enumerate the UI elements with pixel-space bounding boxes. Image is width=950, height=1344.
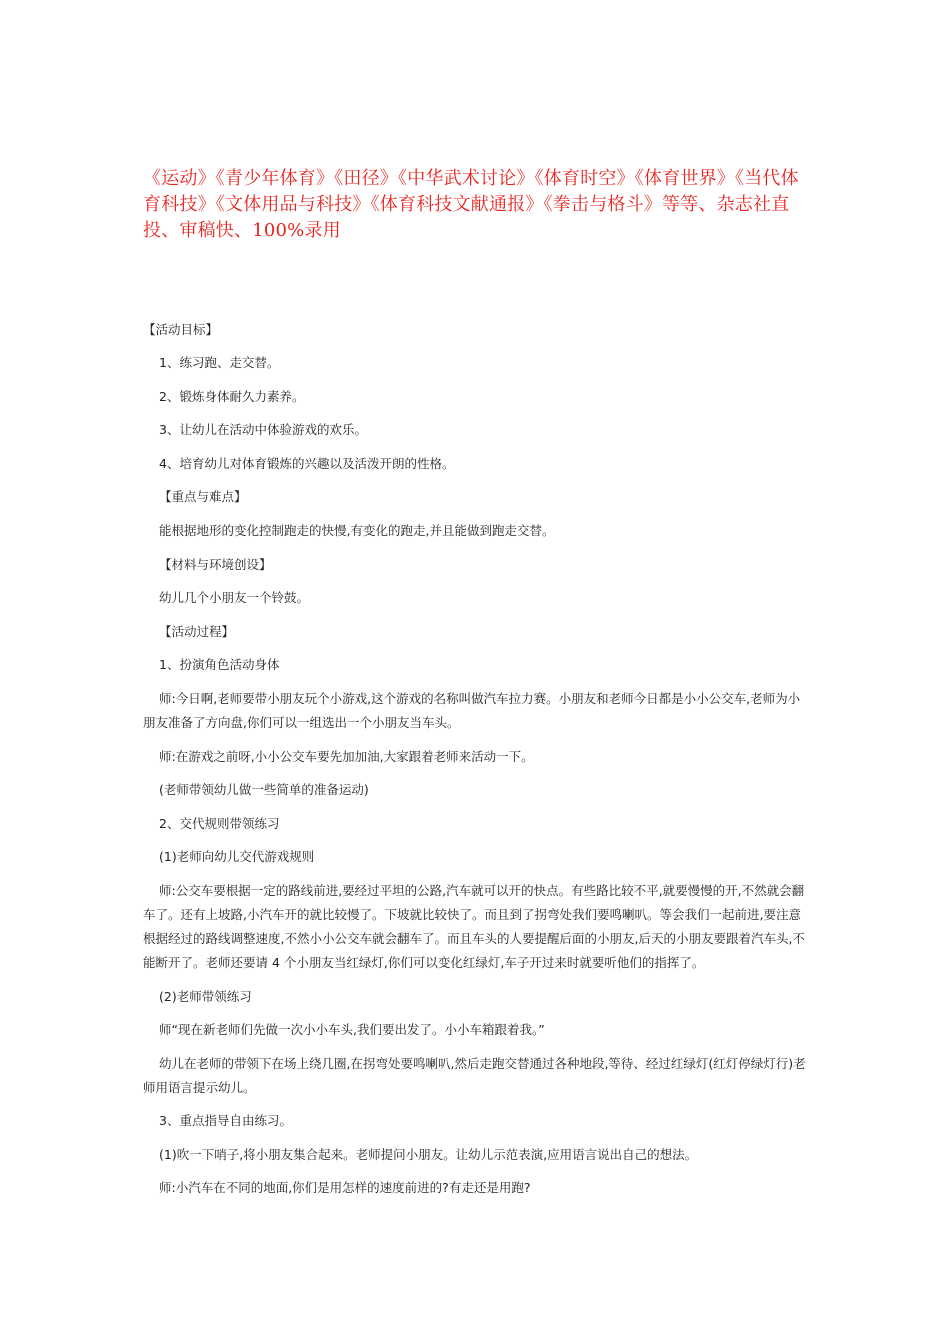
paragraph: 师:小汽车在不同的地面,你们是用怎样的速度前进的?有走还是用跑? <box>159 1180 531 1196</box>
lesson-plan-body <box>143 318 808 1210</box>
paragraph: 师:公交车要根据一定的路线前进,要经过平坦的公路,汽车就可以开的快点。有些路比较不平,就要慢慢的开,不然就会翻车了。还有上坡路,小汽车开的就比较慢了。下坡就比较快了。而且到了拐弯处我们要鸣喇叭。等会我们一起前进,要注意根据经过的路线调整速度,不然小小公交车就会翻车了。而且车头的人要提醒后面的小朋友,后天的小朋友要跟着汽车头,不能断开了。老师还要请 4 个小朋友当红绿灯,你们可以变化红绿灯,车子开过来时就要听他们的指挥了。 <box>143 882 805 970</box>
goal-item: 4、培育幼儿对体育锻炼的兴趣以及活泼开朗的性格。 <box>159 455 455 471</box>
paragraph: 师“现在新老师们先做一次小小车头,我们要出发了。小小车箱跟着我。” <box>159 1022 545 1038</box>
section-heading-key-points: 【重点与难点】 <box>159 489 247 505</box>
section-heading-goals: 【活动目标】 <box>143 322 219 337</box>
paragraph: (老师带领幼儿做一些简单的准备运动) <box>159 782 369 798</box>
goal-item: 2、锻炼身体耐久力素养。 <box>159 388 305 404</box>
paragraph: 师:今日啊,老师要带小朋友玩个小游戏,这个游戏的名称叫做汽车拉力赛。小朋友和老师今日都是小小公交车,老师为小朋友准备了方向盘,你们可以一组选出一个小朋友当车头。 <box>143 690 801 730</box>
goal-item: 1、练习跑、走交替。 <box>159 355 280 370</box>
paragraph: 师:在游戏之前呀,小小公交车要先加加油,大家跟着老师来活动一下。 <box>159 748 534 764</box>
step-heading: 3、重点指导自由练习。 <box>159 1113 292 1129</box>
section-heading-materials: 【材料与环境创设】 <box>159 556 272 572</box>
step-heading: 2、交代规则带领练习 <box>159 815 280 831</box>
step-heading: 1、扮演角色活动身体 <box>159 657 280 673</box>
paragraph: (1)吹一下哨子,将小朋友集合起来。老师提问小朋友。让幼儿示范表演,应用语言说出自己的想法。 <box>159 1146 698 1162</box>
paragraph: 幼儿在老师的带领下在场上绕几圈,在拐弯处要鸣喇叭,然后走跑交替通过各种地段,等待、经过红绿灯(红灯停绿灯行)老师用语言提示幼儿。 <box>143 1055 806 1095</box>
section-heading-process: 【活动过程】 <box>159 623 235 639</box>
sub-step-heading: (2)老师带领练习 <box>159 988 252 1004</box>
journal-ad-banner: 《运动》《青少年体育》《田径》《中华武术讨论》《体育时空》《体育世界》《当代体育科技》《文体用品与科技》《体育科技文献通报》《拳击与格斗》等等、杂志社直投、审稿快、100%录用 <box>143 168 799 241</box>
goal-item: 3、让幼儿在活动中体验游戏的欢乐。 <box>159 422 367 438</box>
paragraph: 幼儿几个小朋友一个铃鼓。 <box>159 590 310 606</box>
sub-step-heading: (1)老师向幼儿交代游戏规则 <box>159 849 315 865</box>
paragraph: 能根据地形的变化控制跑走的快慢,有变化的跑走,并且能做到跑走交替。 <box>159 522 555 538</box>
